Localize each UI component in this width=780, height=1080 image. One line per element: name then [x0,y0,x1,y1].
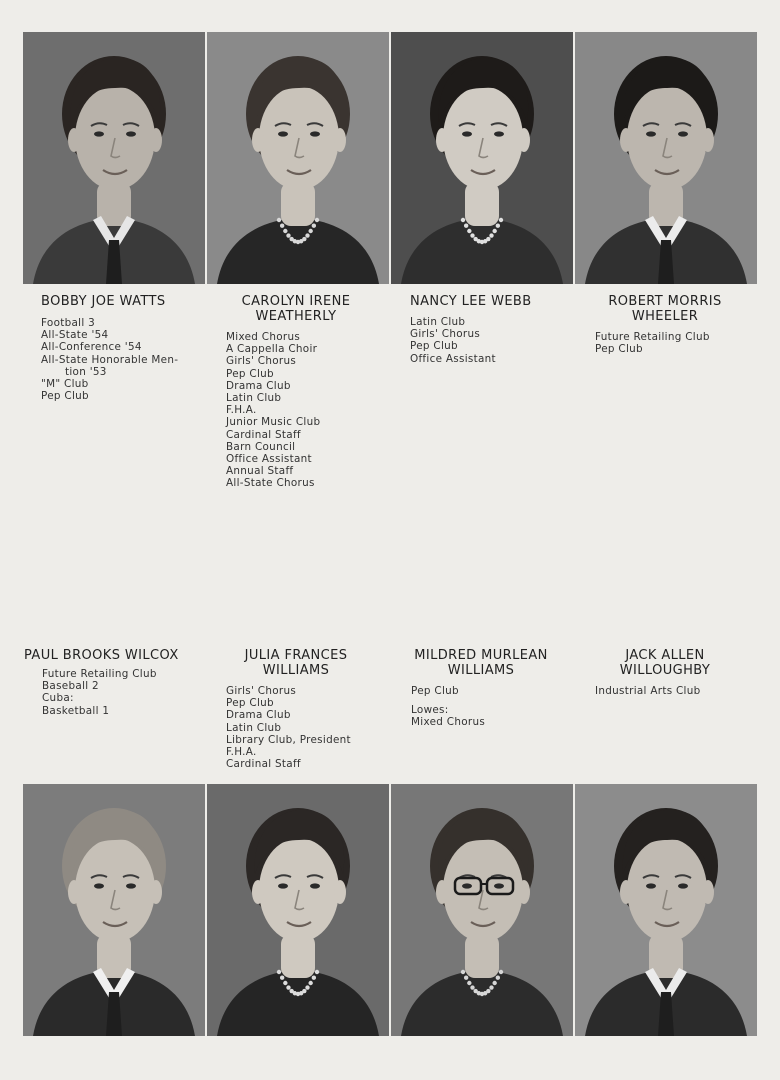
activity-item: Girls' Chorus [226,685,297,697]
activity-item: All-State Honorable Men- [41,353,179,366]
portrait-image [575,784,757,1036]
activity-item: Pep Club [41,390,89,403]
activity-item: Latin Club [410,316,466,328]
activity-item: Junior Music Club [226,416,321,429]
portrait-carolyn-irene-weatherly [207,32,389,284]
activity-item: Baseball 2 [42,680,99,693]
activity-item: Mixed Chorus [226,331,301,343]
portrait-image [575,32,757,284]
activity-item: Annual Staff [226,465,294,478]
portrait-image [23,32,205,284]
activity-item: Cardinal Staff [226,758,301,771]
activity-list [226,685,396,770]
activity-list [595,331,765,355]
student-name: BOBBY JOE WATTS [41,294,166,309]
activity-item: Girls' Chorus [226,355,297,368]
activity-item: Office Assistant [410,352,496,365]
activity-item: Latin Club [226,392,282,405]
student-name: MILDRED MURLEAN WILLIAMS [414,648,548,678]
activity-item: Future Retailing Club [42,668,157,680]
portrait-mildred-murlean-williams [391,784,573,1036]
activity-list [41,317,211,402]
student-name: CAROLYN IRENE WEATHERLY [241,294,351,324]
entry-paul-brooks-wilcox [24,648,204,717]
activity-item: Drama Club [226,709,291,722]
activity-item: tion '53 [65,365,107,378]
portrait-paul-brooks-wilcox [23,784,205,1036]
entry-julia-frances-williams [226,648,396,770]
activity-list [406,685,576,729]
student-name: JACK ALLEN WILLOUGHBY [619,648,711,678]
portrait-nancy-lee-webb [391,32,573,284]
activity-item: Lowes: [411,704,449,717]
activity-item: F.H.A. [226,746,257,759]
student-name: ROBERT MORRIS WHEELER [608,294,722,324]
student-name: PAUL BROOKS WILCOX [24,648,179,663]
activity-item: Drama Club [226,379,291,392]
activity-item: Basketball 1 [42,704,110,717]
entry-bobby-joe-watts [41,294,211,402]
entry-mildred-murlean-williams [406,648,576,729]
activity-item: Pep Club [226,367,274,380]
activity-item: Pep Club [410,340,458,353]
portrait-julia-frances-williams [207,784,389,1036]
entry-jack-allen-willoughby [595,648,765,697]
activity-item: Barn Council [226,440,296,453]
student-name: JULIA FRANCES WILLIAMS [244,648,348,678]
activity-item: Pep Club [411,685,459,697]
activity-item: Mixed Chorus [411,716,486,729]
portrait-image [391,32,573,284]
activity-item: Future Retailing Club [595,331,710,343]
activity-list [226,331,396,490]
entry-robert-morris-wheeler [595,294,765,355]
activity-item: Cuba: [42,692,74,705]
activity-list [410,316,580,365]
entry-nancy-lee-webb [410,294,580,365]
entry-carolyn-irene-weatherly [226,294,396,490]
activity-item: Pep Club [226,697,274,710]
activity-item: "M" Club [41,378,89,391]
student-name: NANCY LEE WEBB [410,294,532,309]
activity-item: Girls' Chorus [410,328,481,341]
activity-list [595,685,765,697]
portrait-jack-allen-willoughby [575,784,757,1036]
portrait-image [207,32,389,284]
activity-item: All-State Chorus [226,477,315,490]
activity-item: Pep Club [595,343,643,356]
activity-item: Library Club, President [226,733,351,746]
activity-item: Latin Club [226,721,282,734]
portrait-image [391,784,573,1036]
portrait-bobby-joe-watts [23,32,205,284]
activity-item: Office Assistant [226,453,312,466]
portrait-image [207,784,389,1036]
activity-item: Cardinal Staff [226,428,301,441]
portrait-image [23,784,205,1036]
portrait-robert-morris-wheeler [575,32,757,284]
activity-list [24,668,204,717]
activity-item: Industrial Arts Club [595,685,701,697]
activity-item: A Cappella Choir [226,343,318,356]
activity-item: F.H.A. [226,404,257,417]
activity-item: All-State '54 [41,329,109,342]
activity-item: All-Conference '54 [41,341,142,354]
activity-item: Football 3 [41,317,96,329]
